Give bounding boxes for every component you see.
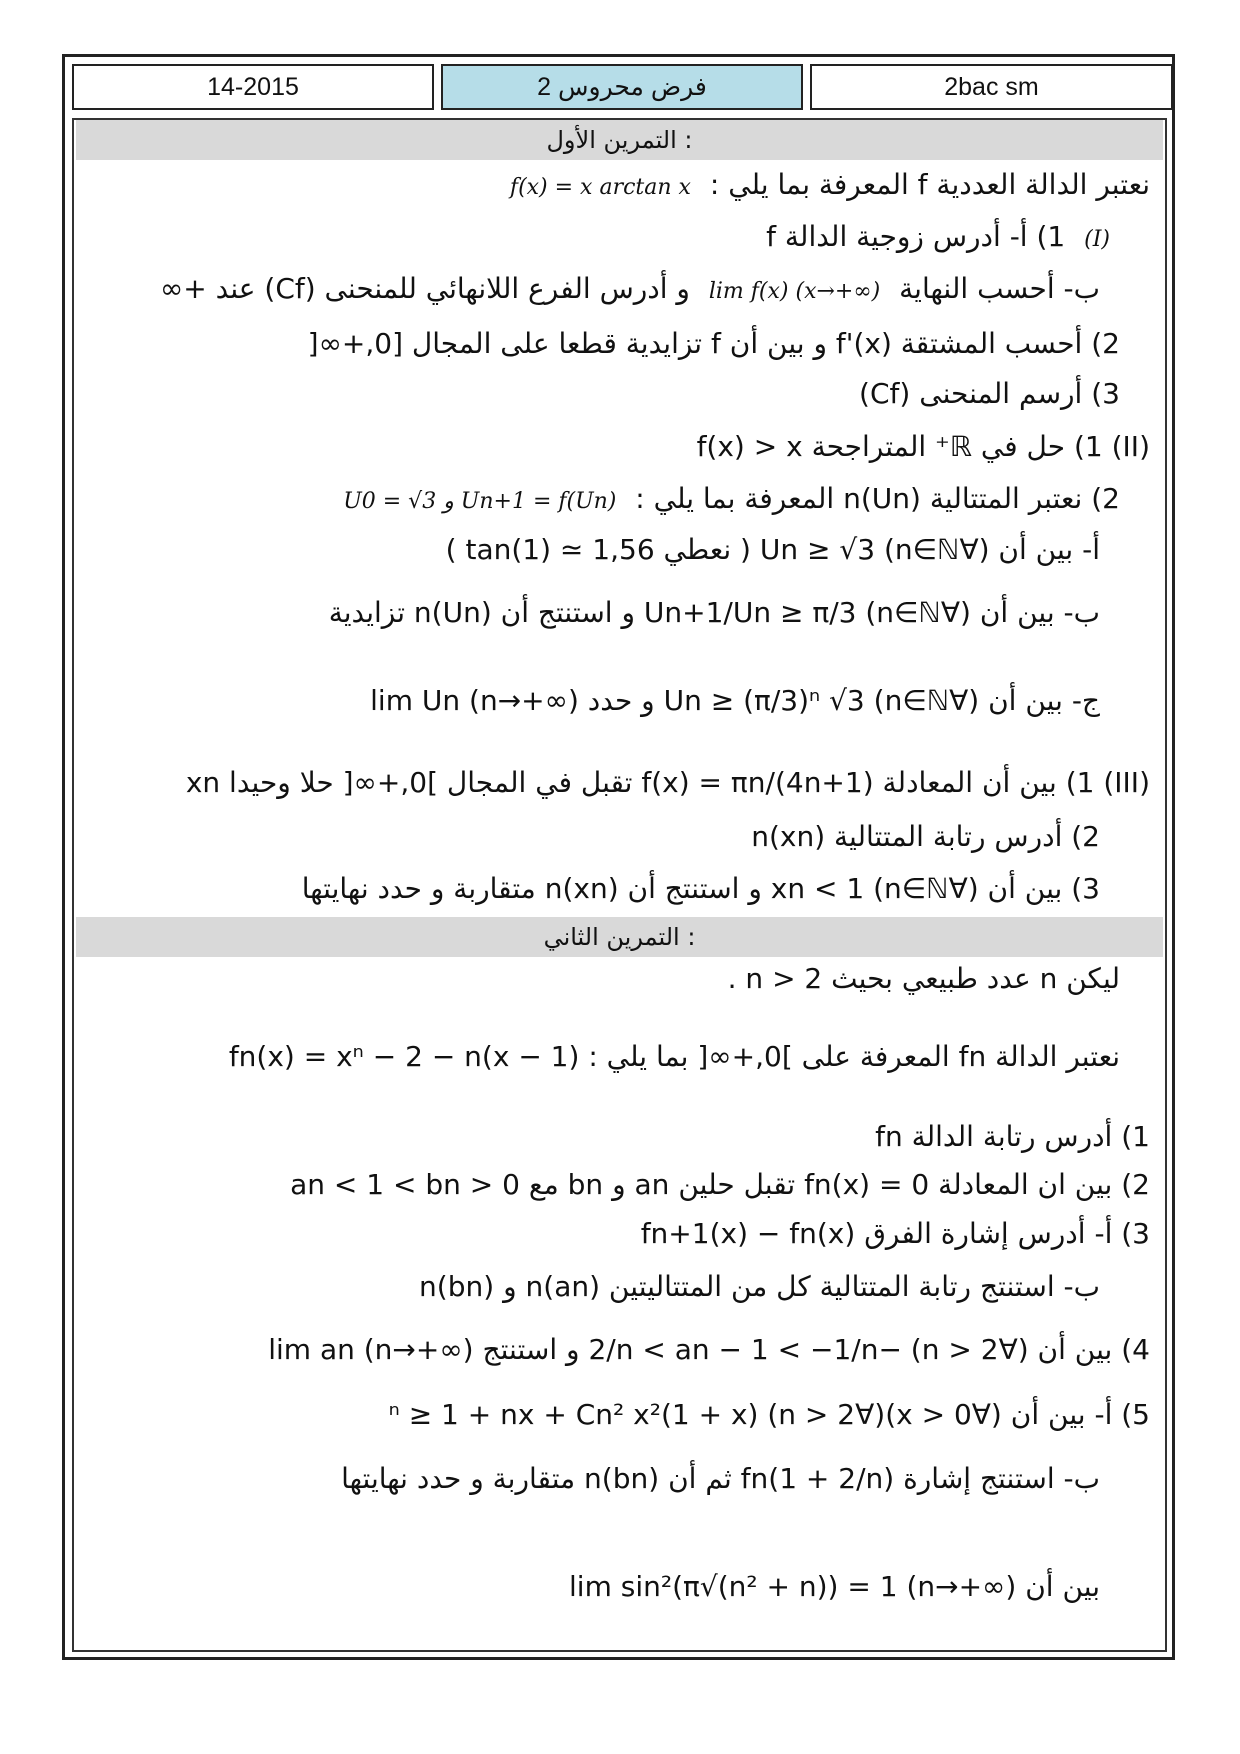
ex1-part2-a-text: أ- بين أن (∀n∈ℕ) Un ≥ √3 ( نعطي tan(1) ≃ 1,56 ) — [445, 533, 1100, 566]
ex2-q5a-text: 5) أ- بين أن (∀x > 0)(∀n > 2) (1 + x)ⁿ ≥ 1 + nx + Cn² x² — [388, 1398, 1150, 1431]
ex2-l1 — [120, 962, 1120, 995]
ex1-q2-text: 2) أحسب المشتقة f'(x) و بين أن f تزايدية قطعا على المجال [0,+∞[ — [307, 327, 1120, 360]
ex1-part2-c-text: ج- بين أن (∀n∈ℕ) Un ≥ (π/3)ⁿ √3 و حدد lim Un (n→+∞) — [370, 684, 1100, 717]
ex2-l2 — [120, 1040, 1120, 1073]
ex1-q1b-math: lim f(x) (x→+∞) — [708, 279, 881, 304]
header-title-text: 2 فرض محروس — [537, 73, 707, 101]
ex1-q1b-text: ب- أحسب النهاية — [899, 272, 1100, 305]
ex1-q3 — [120, 377, 1120, 410]
ex2-final-text: بين أن lim sin²(π√(n² + n)) = 1 (n→+∞) — [569, 1570, 1100, 1603]
header-year — [72, 64, 434, 110]
ex2-q1 — [120, 1120, 1150, 1153]
ex1-part3-q3-text: 3) بين أن (∀n∈ℕ) xn < 1 و استنتج أن (xn)n متقاربة و حدد نهايتها — [301, 872, 1100, 905]
ex2-q3a — [120, 1217, 1150, 1250]
ex2-q5b-text: ب- استنتج إشارة fn(1 + 2/n) ثم أن (bn)n متقاربة و حدد نهايتها — [341, 1462, 1100, 1495]
ex1-part3-q1 — [120, 766, 1150, 799]
ex1-part1-tag: (I) — [1084, 227, 1110, 252]
exercise2-title: التمرين الثاني : — [543, 923, 696, 951]
ex2-q3a-text: 3) أ- أدرس إشارة الفرق fn+1(x) − fn(x) — [640, 1217, 1150, 1250]
ex1-q2 — [120, 327, 1120, 360]
ex2-q4-text: 4) بين أن (∀n > 2) −2/n < an − 1 < −1/n و استنتج lim an (n→+∞) — [268, 1333, 1150, 1366]
ex2-q3b — [120, 1270, 1100, 1303]
ex2-q1-text: 1) أدرس رتابة الدالة fn — [875, 1120, 1150, 1153]
ex1-part3-q2 — [120, 820, 1100, 853]
ex1-q1a — [120, 220, 1120, 253]
ex2-l2-text: نعتبر الدالة fn المعرفة على ]0,+∞[ بما يلي : fn(x) = xⁿ − 2 − n(x − 1) — [228, 1040, 1120, 1073]
ex2-q5a — [120, 1398, 1150, 1431]
exercise2-title-band — [76, 917, 1163, 957]
ex1-q1a-text: 1) أ- أدرس زوجية الدالة f — [766, 220, 1066, 253]
ex2-final — [120, 1570, 1100, 1603]
ex2-q5b — [120, 1462, 1100, 1495]
ex1-part3-q1-text: (III) 1) بين أن المعادلة f(x) = πn/(4n+1) تقبل في المجال ]0,+∞[ حلا وحيدا xn — [185, 766, 1150, 799]
ex1-intro — [120, 168, 1150, 201]
ex1-q1b-text2: و أدرس الفرع اللانهائي للمنحنى (Cf) عند +∞ — [159, 272, 690, 305]
ex1-q1b — [120, 272, 1100, 305]
header-year-text: 14-2015 — [207, 72, 299, 101]
exercise1-title-band — [76, 120, 1163, 160]
ex1-part2-q2-math: U0 = √3 و Un+1 = f(Un) — [343, 489, 617, 514]
ex2-q2-text: 2) بين ان المعادلة fn(x) = 0 تقبل حلين an و bn مع 0 < an < 1 < bn — [290, 1168, 1150, 1201]
ex2-q3b-text: ب- استنتج رتابة المتتالية كل من المتتاليتين (an)n و (bn)n — [419, 1270, 1100, 1303]
header-level-text: 2bac sm — [944, 72, 1039, 101]
ex1-part2-q1 — [120, 430, 1150, 463]
header-title — [441, 64, 803, 110]
ex1-part2-b — [120, 596, 1100, 629]
ex1-part2-q2-text: 2) نعتبر المتتالية (Un)n المعرفة بما يلي : — [635, 482, 1120, 515]
exercise1-title: التمرين الأول : — [546, 126, 693, 154]
ex1-part3-q3 — [120, 872, 1100, 905]
ex1-part2-b-text: ب- بين أن (∀n∈ℕ) Un+1/Un ≥ π/3 و استنتج أن (Un)n تزايدية — [328, 596, 1100, 629]
header-level — [810, 64, 1173, 110]
ex1-part2-a — [120, 533, 1100, 566]
ex2-l1-text: ليكن n عدد طبيعي بحيث n > 2 . — [727, 962, 1120, 995]
ex1-intro-text: نعتبر الدالة العددية f المعرفة بما يلي : — [709, 168, 1150, 201]
ex1-intro-math: f(x) = x arctan x — [509, 175, 691, 200]
ex1-q3-text: 3) أرسم المنحنى (Cf) — [859, 377, 1120, 410]
ex1-part2-q2 — [120, 482, 1120, 515]
ex1-part3-q2-text: 2) أدرس رتابة المتتالية (xn)n — [751, 820, 1100, 853]
ex1-part2-q1-text: (II) 1) حل في ℝ⁺ المتراجحة f(x) > x — [696, 430, 1150, 463]
ex1-part2-c — [120, 684, 1100, 717]
ex2-q4 — [120, 1333, 1150, 1366]
ex2-q2 — [120, 1168, 1150, 1201]
